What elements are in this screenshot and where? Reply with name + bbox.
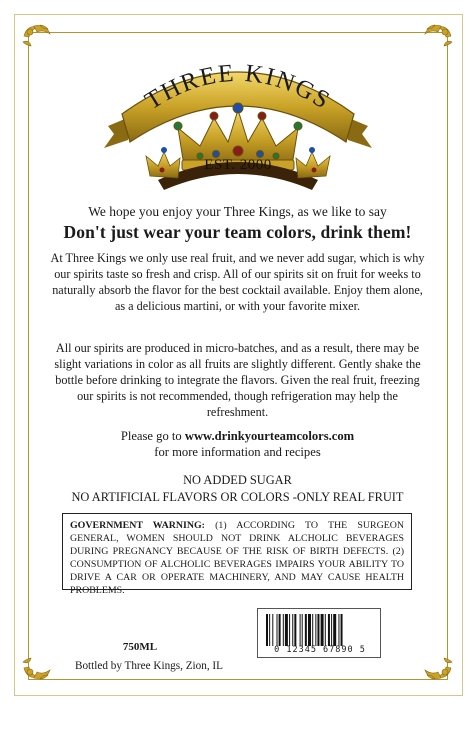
side-crown-left-icon	[146, 147, 180, 178]
bottler: Bottled by Three Kings, Zion, IL	[74, 660, 223, 672]
brand-name: THREE KINGS	[140, 59, 336, 116]
barcode	[257, 608, 381, 658]
corner-flourish-icon	[20, 648, 54, 682]
intro-line: We hope you enjoy your Three Kings, as we like to say	[88, 204, 387, 219]
established-year: EST. 2000	[204, 157, 272, 173]
website-prefix: Please go to	[120, 429, 185, 443]
side-crown-right-icon	[296, 147, 330, 178]
corner-flourish-icon	[20, 22, 54, 56]
website-suffix: for more information and recipes	[154, 445, 321, 459]
website-link[interactable]: www.drinkyourteamcolors.com	[184, 429, 355, 443]
claim-no-artificial: NO ARTIFICIAL FLAVORS OR COLORS -ONLY REAL FRUIT	[71, 490, 404, 504]
government-warning	[62, 513, 412, 596]
volume: 750ML	[122, 641, 158, 653]
barcode-number: 0 12345 67890 5	[274, 645, 366, 655]
three-kings-logo	[98, 48, 378, 198]
corner-flourish-icon	[421, 648, 455, 682]
headline: Don't just wear your team colors, drink them!	[63, 222, 412, 242]
website-info	[60, 428, 415, 460]
claims	[40, 472, 435, 506]
warning-lead: GOVERNMENT WARNING:	[70, 520, 205, 531]
warning-text: (1) ACCORDING TO THE SURGEON GENERAL, WOMEN SHOULD NOT DRINK ALCHOLIC BEVERAGES DURING PREGNANCY BECAUSE OF THE RISK OF BIRTH DEFECTS. (2) CONSUMPTION OF ALCHOLIC BEVERAGES IMPAIRS YOUR ABILITY TO DRIVE A CAR OR OPERATE MACHINERY, AND MAY CAUSE HEALTH PROBLEMS.	[70, 520, 404, 596]
claim-no-sugar: NO ADDED SUGAR	[183, 473, 292, 487]
corner-flourish-icon	[421, 22, 455, 56]
paragraph-micro-batches: All our spirits are produced in micro-batches, and as a result, there may be slight variations in color as all fruits are slightly different. Gently shake the bottle before drinking to integrate the flavors. Given the real fruit, freezing our spirits is not recommended, though refrigeration may help the refreshment.	[54, 341, 421, 419]
paragraph-real-fruit: At Three Kings we only use real fruit, and we never add sugar, which is why our spirits taste so fresh and crisp. All of our spirits sit on fruit for weeks to naturally absorb the flavor for the best cocktail available. Enjoy them alone, as a delicious martini, or with your favorite mixer.	[50, 251, 425, 313]
barcode-bars-icon	[266, 614, 374, 646]
